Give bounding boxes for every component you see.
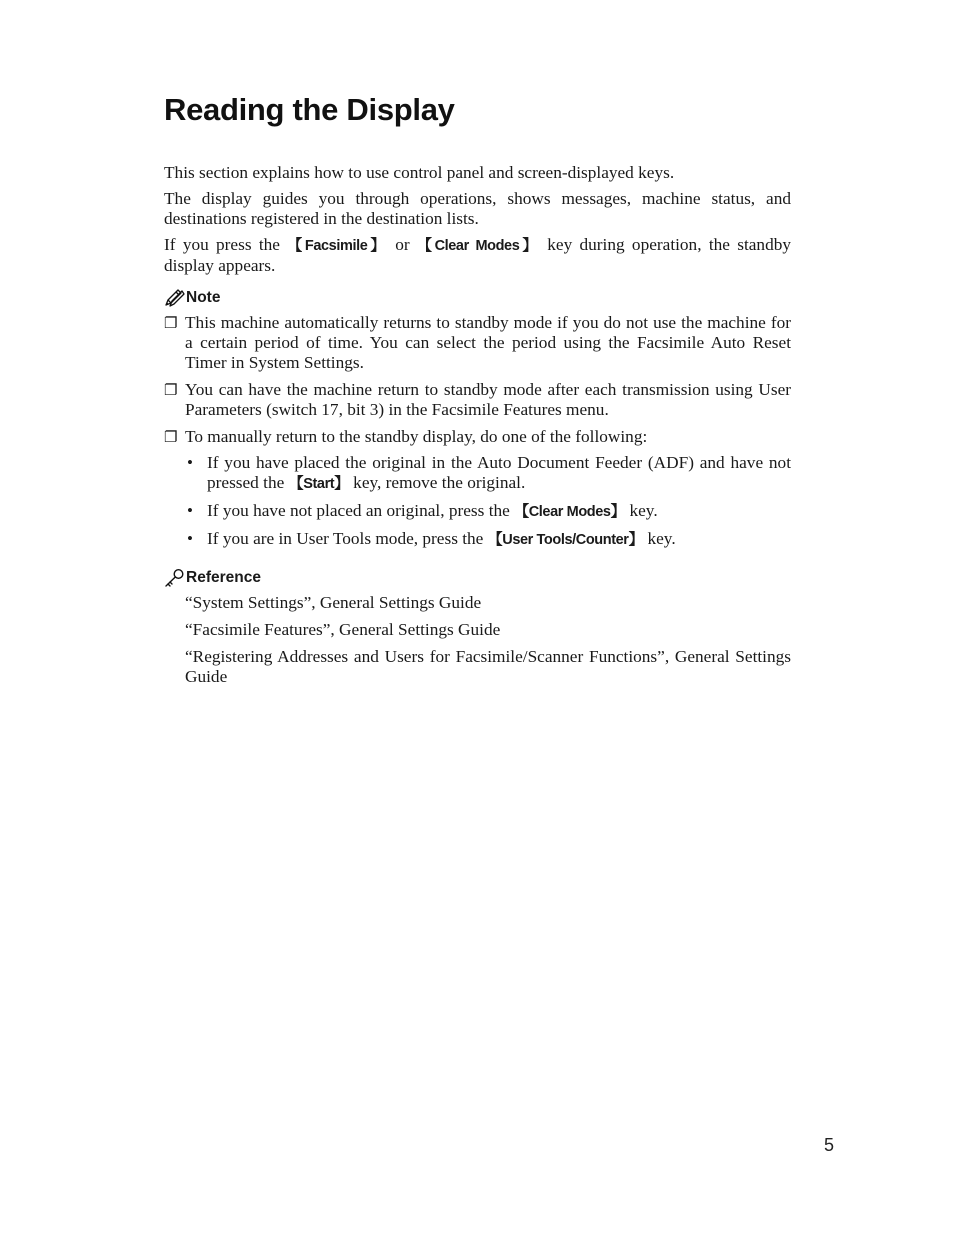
bullet-2-text-b: key. (625, 501, 658, 520)
list-item (185, 501, 791, 522)
reference-3: “Registering Addresses and Users for Facsimile/Scanner Functions”, General Settings Guide (185, 647, 791, 686)
key-icon (164, 568, 185, 588)
facsimile-key-text: Facsimile (304, 238, 368, 254)
note-item-1 (164, 313, 791, 373)
note-item-2-text: You can have the machine return to standby mode after each transmission using User Parameters (switch 17, bit 3) in the Facsimile Features menu. (185, 380, 791, 419)
clear-modes-key-label (514, 504, 625, 520)
clear-modes-key-text: Clear Modes (434, 238, 520, 254)
clear-modes-key-label (417, 238, 540, 254)
bullet-list (185, 453, 791, 550)
page-content (164, 90, 791, 694)
bracket-open: 【 (416, 237, 435, 254)
bracket-close: 】 (519, 237, 540, 254)
bullet-icon: • (187, 453, 193, 472)
reference-heading-text: Reference (186, 569, 261, 586)
page-title: Reading the Display (164, 92, 455, 127)
clear-modes-key-text: Clear Modes (528, 504, 611, 520)
intro-p3-text-b: or (387, 235, 417, 254)
bullet-3-text-b: key. (643, 529, 676, 548)
bracket-open: 【 (487, 531, 503, 548)
note-item-2 (164, 380, 791, 420)
bracket-open: 【 (514, 503, 529, 520)
note-item-1-text: This machine automatically returns to standby mode if you do not use the machine for a certain period of time. You can select the period using the Facsimile Auto Reset Timer in System Settings. (185, 313, 791, 372)
note-item-3-body (185, 427, 791, 557)
note-item-3 (164, 427, 791, 557)
facsimile-key-label (287, 238, 388, 254)
bullet-1-text-a: If you have placed the original in the Auto Document Feeder (ADF) and have not pressed the (207, 453, 791, 492)
intro-paragraph-1: This section explains how to use control panel and screen-displayed keys. (164, 163, 675, 182)
user-tools-counter-key-label (488, 532, 644, 548)
start-key-text: Start (303, 476, 335, 492)
reference-1: “System Settings”, General Settings Guide (185, 593, 482, 612)
bracket-close: 】 (610, 503, 626, 520)
bullet-icon: • (187, 529, 193, 548)
reference-heading (164, 567, 791, 589)
bracket-close: 】 (628, 531, 644, 548)
reference-list (185, 593, 791, 687)
intro-p3-text-a: If you press the (164, 235, 288, 254)
start-key-label (289, 476, 349, 492)
bracket-close: 】 (334, 475, 349, 492)
bracket-open: 【 (287, 237, 305, 254)
intro-paragraph-2: The display guides you through operations, shows messages, machine status, and destinations registered in the destination lists. (164, 189, 791, 228)
checkbox-icon: ❐ (164, 314, 178, 332)
bullet-3-text (207, 529, 791, 550)
user-tools-counter-key-text: User Tools/Counter (502, 532, 629, 548)
intro-p3-text-c: key during operation, the standby display appears. (164, 235, 791, 275)
bracket-close: 】 (367, 237, 388, 254)
bracket-open: 【 (288, 475, 304, 492)
bullet-2-text-a: If you have not placed an original, press the (207, 501, 515, 520)
checkbox-icon: ❐ (164, 428, 178, 446)
pencil-icon (164, 288, 185, 308)
page-number: 5 (824, 1135, 835, 1155)
bullet-1-text-b: key, remove the original. (348, 473, 526, 492)
bullet-1-text (207, 453, 791, 494)
bullet-2-text (207, 501, 791, 522)
checkbox-icon: ❐ (164, 381, 178, 399)
list-item (185, 529, 791, 550)
note-heading (164, 287, 791, 309)
bullet-icon: • (187, 501, 193, 520)
bullet-3-text-a: If you are in User Tools mode, press the (207, 529, 488, 548)
list-item (185, 453, 791, 494)
intro-paragraph-3 (164, 235, 791, 276)
note-item-3-text: To manually return to the standby display, do one of the following: (185, 427, 648, 446)
note-heading-text: Note (186, 289, 221, 306)
reference-2: “Facsimile Features”, General Settings Guide (185, 620, 501, 639)
